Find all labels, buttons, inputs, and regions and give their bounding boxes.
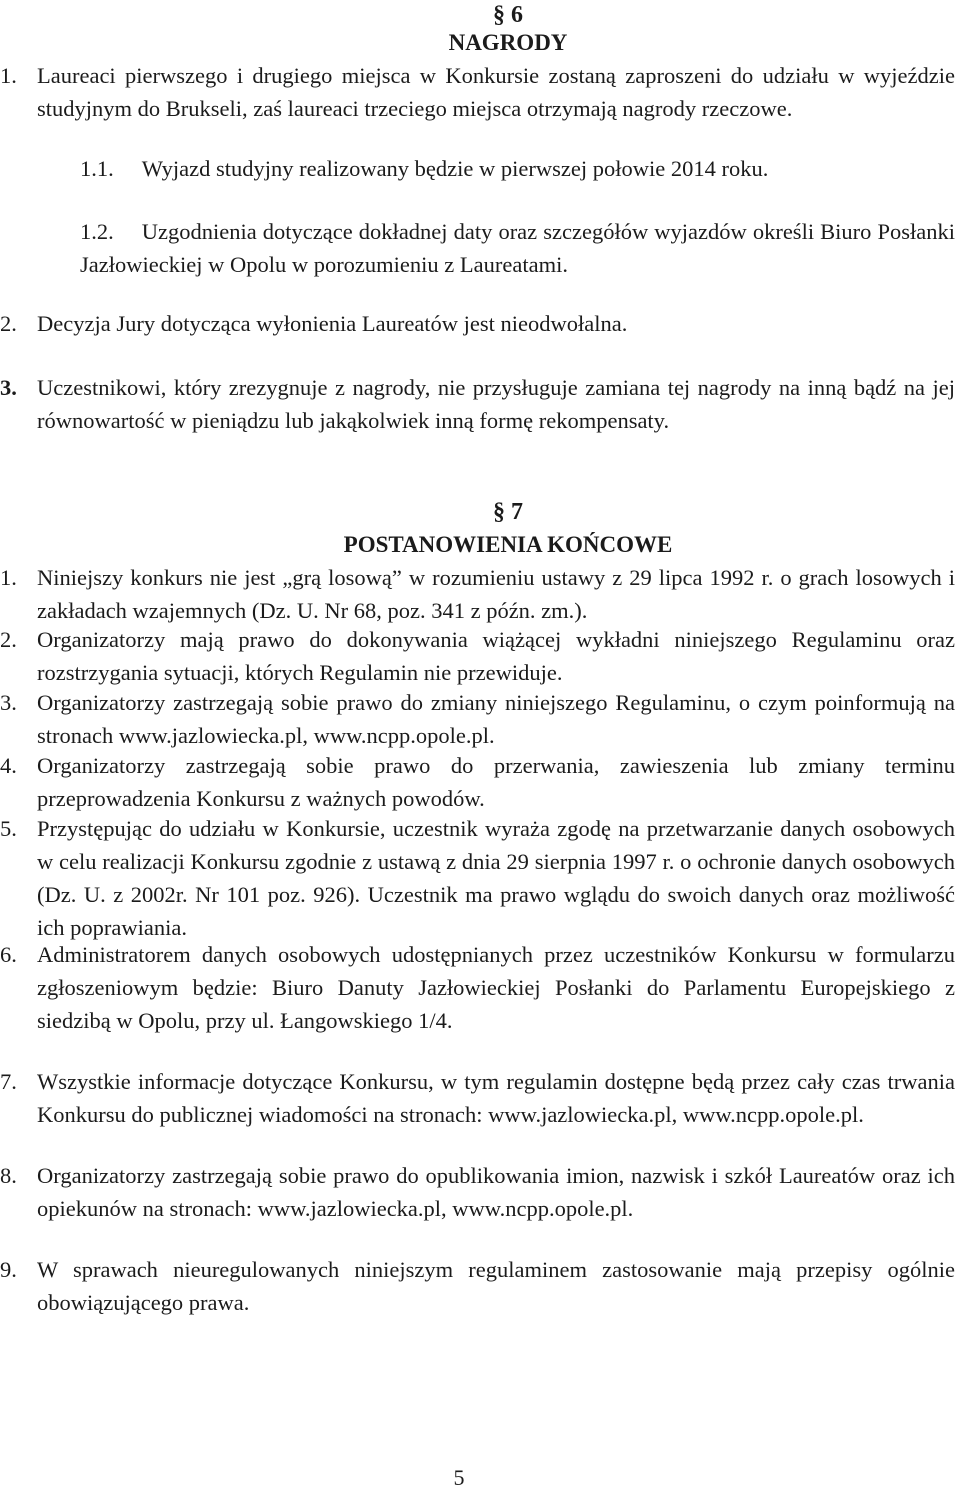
item-number: 1. [0,63,17,88]
item-text: Administratorem danych osobowych udostępnianych przez uczestników Konkursu w formularzu zgłoszeniowym będzie: Biuro Danuty Jazłowieckiej Posłanki do Parlamentu Europejskiego z siedzibą w Opolu, przy ul. Łangowskiego 1/4. [37,942,955,1033]
item-number: 8. [0,1163,17,1188]
section-6-item-2 [0,307,955,340]
item-text: Organizatorzy zastrzegają sobie prawo do opublikowania imion, nazwisk i szkół Laureatów oraz ich opiekunów na stronach: www.jazlowiecka.pl, www.ncpp.opole.pl. [37,1163,955,1221]
item-text: Organizatorzy mają prawo do dokonywania wiążącej wykładni niniejszego Regulaminu oraz rozstrzygania sytuacji, których Regulamin nie przewiduje. [37,627,955,685]
section-6-item-1-2 [80,215,955,281]
section-6-heading [0,0,960,30]
item-number: 2. [0,627,17,652]
item-text: Laureaci pierwszego i drugiego miejsca w Konkursie zostaną zaproszeni do udziału w wyjeździe studyjnym do Brukseli, zaś laureaci trzeciego miejsca otrzymają nagrody rzeczowe. [37,63,955,121]
item-text: Wszystkie informacje dotyczące Konkursu, w tym regulamin dostępne będą przez cały czas trwania Konkursu do publicznej wiadomości na stronach: www.jazlowiecka.pl, www.ncpp.opole.pl. [37,1069,955,1127]
section-7-item-6 [0,938,955,1037]
section-7-title: POSTANOWIENIA KOŃCOWE [343,532,673,557]
section-6-title: NAGRODY [448,30,568,55]
section-7-item-3 [0,686,955,752]
section-7-item-8 [0,1159,955,1225]
item-number: 3. [0,375,17,400]
item-text: Organizatorzy zastrzegają sobie prawo do zmiany niniejszego Regulaminu, o czym poinformują na stronach www.jazlowiecka.pl, www.ncpp.opole.pl. [37,690,955,748]
item-text: Wyjazd studyjny realizowany będzie w pierwszej połowie 2014 roku. [141,156,769,181]
item-text: Organizatorzy zastrzegają sobie prawo do przerwania, zawieszenia lub zmiany terminu przeprowadzenia Konkursu z ważnych powodów. [37,753,955,811]
item-text: W sprawach nieuregulowanych niniejszym regulaminem zastosowanie mają przepisy ogólnie obowiązującego prawa. [37,1257,955,1315]
section-7-item-1 [0,561,955,627]
item-number: 1. [0,565,17,590]
item-number: 1.1. [80,156,114,181]
item-number: 1.2. [80,219,114,244]
item-number: 3. [0,690,17,715]
item-number: 5. [0,816,17,841]
item-number: 9. [0,1257,17,1282]
section-7-item-9 [0,1253,955,1319]
section-7-item-5 [0,812,955,944]
section-number: 7 [511,499,523,525]
section-6-item-3 [0,371,955,437]
section-7-heading [0,497,960,527]
item-number: 2. [0,311,17,336]
page-number: 5 [453,1465,465,1490]
item-text: Uczestnikowi, który zrezygnuje z nagrody, nie przysługuje zamiana tej nagrody na inną bądź na jej równowartość w pieniądzu lub jakąkolwiek inną formę rekompensaty. [37,375,955,433]
item-text: Uzgodnienia dotyczące dokładnej daty oraz szczegółów wyjazdów określi Biuro Posłanki Jazłowieckiej w Opolu w porozumieniu z Laureatami. [80,219,955,277]
item-number: 7. [0,1069,17,1094]
section-7-item-4 [0,749,955,815]
item-text: Przystępując do udziału w Konkursie, uczestnik wyraża zgodę na przetwarzanie danych osobowych w celu realizacji Konkursu zgodnie z ustawą z dnia 29 sierpnia 1997 r. o ochronie danych osobowych (Dz. U. z 2002r. Nr 101 poz. 926). Uczestnik ma prawo wglądu do swoich danych oraz możliwość ich poprawiania. [37,816,955,940]
section-7-item-2 [0,623,955,689]
item-text: Decyzja Jury dotycząca wyłonienia Laureatów jest nieodwołalna. [37,311,628,336]
section-symbol: § [493,499,505,525]
section-number: 6 [511,2,523,28]
item-text: Niniejszy konkurs nie jest „grą losową” w rozumieniu ustawy z 29 lipca 1992 r. o grach losowych i zakładach wzajemnych (Dz. U. Nr 68, poz. 341 z późn. zm.). [37,565,955,623]
item-number: 4. [0,753,17,778]
item-number: 6. [0,942,17,967]
section-7-item-7 [0,1065,955,1131]
section-symbol: § [493,2,505,28]
section-6-item-1 [0,59,955,125]
section-6-item-1-1 [80,152,955,185]
